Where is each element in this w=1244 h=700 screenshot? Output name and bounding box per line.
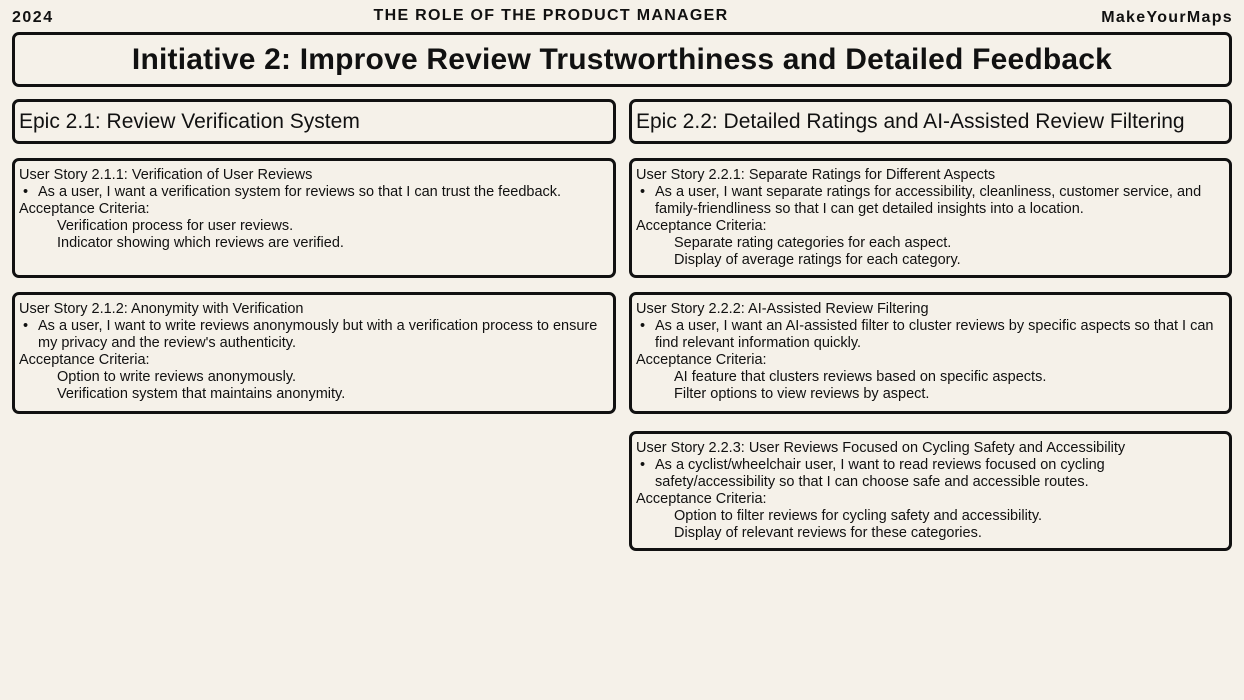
story-statement: • As a cyclist/wheelchair user, I want to read reviews focused on cycling safety/accessibility so that I can choose safe and accessible routes. — [636, 457, 1217, 491]
epic-2-1-title: Epic 2.1: Review Verification System — [12, 99, 616, 144]
epic-2-2-title: Epic 2.2: Detailed Ratings and AI-Assisted Review Filtering — [629, 99, 1232, 144]
page-subtitle: THE ROLE OF THE PRODUCT MANAGER — [373, 7, 729, 24]
acceptance-criteria-label: Acceptance Criteria: — [636, 491, 767, 507]
story-title: User Story 2.1.2: Anonymity with Verification — [19, 301, 304, 317]
story-statement: • As a user, I want separate ratings for accessibility, cleanliness, customer service, and family-friendliness so that I can get detailed insights into a location. — [636, 184, 1217, 218]
story-title: User Story 2.1.1: Verification of User Reviews — [19, 167, 313, 183]
acceptance-criteria-label: Acceptance Criteria: — [19, 201, 150, 217]
acceptance-criterion: Filter options to view reviews by aspect. — [674, 386, 930, 402]
acceptance-criteria-label: Acceptance Criteria: — [19, 352, 150, 368]
acceptance-criterion: AI feature that clusters reviews based on specific aspects. — [674, 369, 1047, 385]
story-card-2-1-1 — [12, 158, 616, 278]
story-card-2-2-2 — [629, 292, 1232, 414]
initiative-title: Initiative 2: Improve Review Trustworthiness and Detailed Feedback — [12, 32, 1232, 87]
story-statement: • As a user, I want an AI-assisted filter to cluster reviews by specific aspects so that I can find relevant information quickly. — [636, 318, 1217, 352]
acceptance-criterion: Display of relevant reviews for these categories. — [674, 525, 982, 541]
story-title: User Story 2.2.2: AI-Assisted Review Filtering — [636, 301, 929, 317]
story-card-2-2-3 — [629, 431, 1232, 551]
story-title: User Story 2.2.1: Separate Ratings for Different Aspects — [636, 167, 996, 183]
acceptance-criterion: Option to filter reviews for cycling safety and accessibility. — [674, 508, 1043, 524]
year-label: 2024 — [12, 9, 54, 26]
story-card-2-2-1 — [629, 158, 1232, 278]
story-statement: • As a user, I want a verification system for reviews so that I can trust the feedback. — [19, 184, 601, 201]
acceptance-criterion: Verification process for user reviews. — [57, 218, 294, 234]
acceptance-criterion: Verification system that maintains anonymity. — [57, 386, 346, 402]
story-title: User Story 2.2.3: User Reviews Focused on Cycling Safety and Accessibility — [636, 440, 1126, 456]
acceptance-criteria-label: Acceptance Criteria: — [636, 352, 767, 368]
brand-name: MakeYourMaps — [1101, 9, 1233, 26]
acceptance-criterion: Option to write reviews anonymously. — [57, 369, 297, 385]
acceptance-criterion: Indicator showing which reviews are verified. — [57, 235, 344, 251]
acceptance-criterion: Separate rating categories for each aspect. — [674, 235, 952, 251]
story-card-2-1-2 — [12, 292, 616, 414]
acceptance-criterion: Display of average ratings for each category. — [674, 252, 961, 268]
story-statement: • As a user, I want to write reviews anonymously but with a verification process to ensure my privacy and the review's authenticity. — [19, 318, 601, 352]
acceptance-criteria-label: Acceptance Criteria: — [636, 218, 767, 234]
